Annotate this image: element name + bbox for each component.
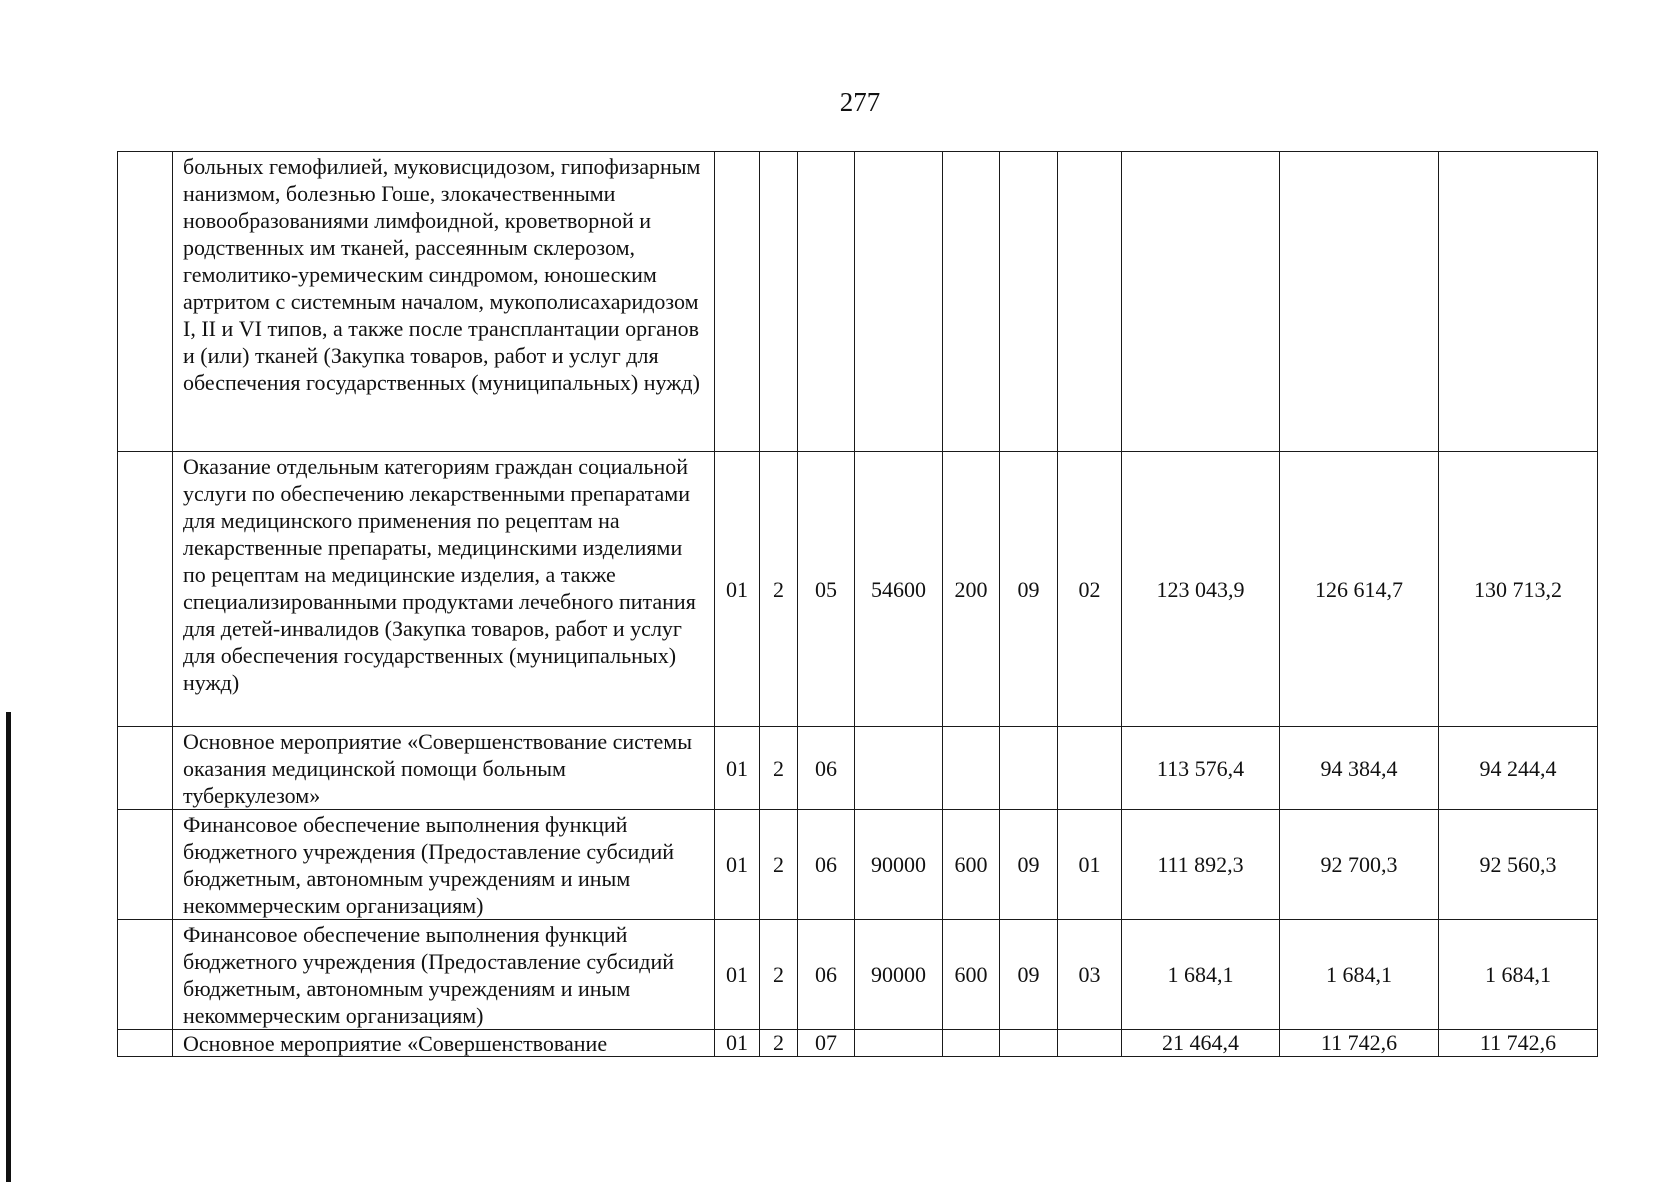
description-cell: Оказание отдельным категориям граждан социальной услуги по обеспечению лекарственными препаратами для медицинского применения по рецептам на лекарственные препараты, медицинскими изделиями по рецептам на медицинские изделия, а также специализированными продуктами лечебного питания для детей-инвалидов (Закупка товаров, работ и услуг для обеспечения государственных (муниципальных) нужд): [173, 452, 715, 727]
program-code-cell: [715, 152, 760, 452]
amount-year-1-cell: 123 043,9: [1122, 452, 1280, 727]
program-code-cell: 01: [715, 1030, 760, 1057]
section-code-cell: 09: [1000, 810, 1058, 920]
amount-year-2-cell: 11 742,6: [1280, 1030, 1439, 1057]
amount-year-2-cell: 92 700,3: [1280, 810, 1439, 920]
subsection-code-cell: 01: [1058, 810, 1122, 920]
amount-year-3-cell: 1 684,1: [1439, 920, 1598, 1030]
event-code-cell: [798, 152, 855, 452]
description-cell: Финансовое обеспечение выполнения функций бюджетного учреждения (Предоставление субсидий бюджетным, автономным учреждениям и иным некоммерческим организациям): [173, 810, 715, 920]
amount-year-1-cell: 21 464,4: [1122, 1030, 1280, 1057]
amount-year-3-cell: 130 713,2: [1439, 452, 1598, 727]
subsection-code-cell: 02: [1058, 452, 1122, 727]
direction-code-cell: [855, 727, 943, 810]
expense-type-cell: [943, 1030, 1000, 1057]
budget-table-body: [118, 152, 1598, 1057]
row-number-cell: [118, 1030, 173, 1057]
section-code-cell: 09: [1000, 920, 1058, 1030]
row-number-cell: [118, 727, 173, 810]
direction-code-cell: 90000: [855, 920, 943, 1030]
table-row: [118, 152, 1598, 452]
subprogram-code-cell: 2: [760, 920, 798, 1030]
direction-code-cell: 90000: [855, 810, 943, 920]
program-code-cell: 01: [715, 452, 760, 727]
description-cell: Основное мероприятие «Совершенствование: [173, 1030, 715, 1057]
amount-year-3-cell: [1439, 152, 1598, 452]
description-cell: Финансовое обеспечение выполнения функций бюджетного учреждения (Предоставление субсидий бюджетным, автономным учреждениям и иным некоммерческим организациям): [173, 920, 715, 1030]
section-code-cell: [1000, 1030, 1058, 1057]
section-code-cell: [1000, 727, 1058, 810]
amount-year-2-cell: 1 684,1: [1280, 920, 1439, 1030]
table-row: [118, 920, 1598, 1030]
table-row: [118, 727, 1598, 810]
direction-code-cell: [855, 152, 943, 452]
scan-edge-mark: [6, 712, 11, 1182]
amount-year-1-cell: 111 892,3: [1122, 810, 1280, 920]
table-row: [118, 1030, 1598, 1057]
row-number-cell: [118, 810, 173, 920]
table-row: [118, 810, 1598, 920]
event-code-cell: 07: [798, 1030, 855, 1057]
expense-type-cell: [943, 727, 1000, 810]
row-number-cell: [118, 152, 173, 452]
amount-year-2-cell: [1280, 152, 1439, 452]
row-number-cell: [118, 920, 173, 1030]
direction-code-cell: 54600: [855, 452, 943, 727]
direction-code-cell: [855, 1030, 943, 1057]
subsection-code-cell: [1058, 152, 1122, 452]
expense-type-cell: 200: [943, 452, 1000, 727]
expense-type-cell: 600: [943, 810, 1000, 920]
amount-year-3-cell: 11 742,6: [1439, 1030, 1598, 1057]
description-cell: Основное мероприятие «Совершенствование системы оказания медицинской помощи больным туберкулезом»: [173, 727, 715, 810]
subprogram-code-cell: [760, 152, 798, 452]
amount-year-1-cell: [1122, 152, 1280, 452]
amount-year-2-cell: 126 614,7: [1280, 452, 1439, 727]
expense-type-cell: 600: [943, 920, 1000, 1030]
subsection-code-cell: 03: [1058, 920, 1122, 1030]
event-code-cell: 06: [798, 727, 855, 810]
page-number: 277: [839, 87, 881, 117]
subprogram-code-cell: 2: [760, 727, 798, 810]
event-code-cell: 05: [798, 452, 855, 727]
program-code-cell: 01: [715, 727, 760, 810]
description-cell: больных гемофилией, муковисцидозом, гипофизарным нанизмом, болезнью Гоше, злокачественными новообразованиями лимфоидной, кроветворной и родственных им тканей, рассеянным склерозом, гемолитико-уремическим синдромом, юношеским артритом с системным началом, мукополисахаридозом I, II и VI типов, а также после трансплантации органов и (или) тканей (Закупка товаров, работ и услуг для обеспечения государственных (муниципальных) нужд): [173, 152, 715, 452]
amount-year-3-cell: 94 244,4: [1439, 727, 1598, 810]
subsection-code-cell: [1058, 727, 1122, 810]
budget-table: [117, 151, 1598, 1057]
expense-type-cell: [943, 152, 1000, 452]
program-code-cell: 01: [715, 920, 760, 1030]
table-row: [118, 452, 1598, 727]
amount-year-2-cell: 94 384,4: [1280, 727, 1439, 810]
section-code-cell: 09: [1000, 452, 1058, 727]
amount-year-1-cell: 1 684,1: [1122, 920, 1280, 1030]
amount-year-3-cell: 92 560,3: [1439, 810, 1598, 920]
subprogram-code-cell: 2: [760, 810, 798, 920]
subprogram-code-cell: 2: [760, 452, 798, 727]
section-code-cell: [1000, 152, 1058, 452]
event-code-cell: 06: [798, 810, 855, 920]
event-code-cell: 06: [798, 920, 855, 1030]
subprogram-code-cell: 2: [760, 1030, 798, 1057]
row-number-cell: [118, 452, 173, 727]
subsection-code-cell: [1058, 1030, 1122, 1057]
amount-year-1-cell: 113 576,4: [1122, 727, 1280, 810]
program-code-cell: 01: [715, 810, 760, 920]
